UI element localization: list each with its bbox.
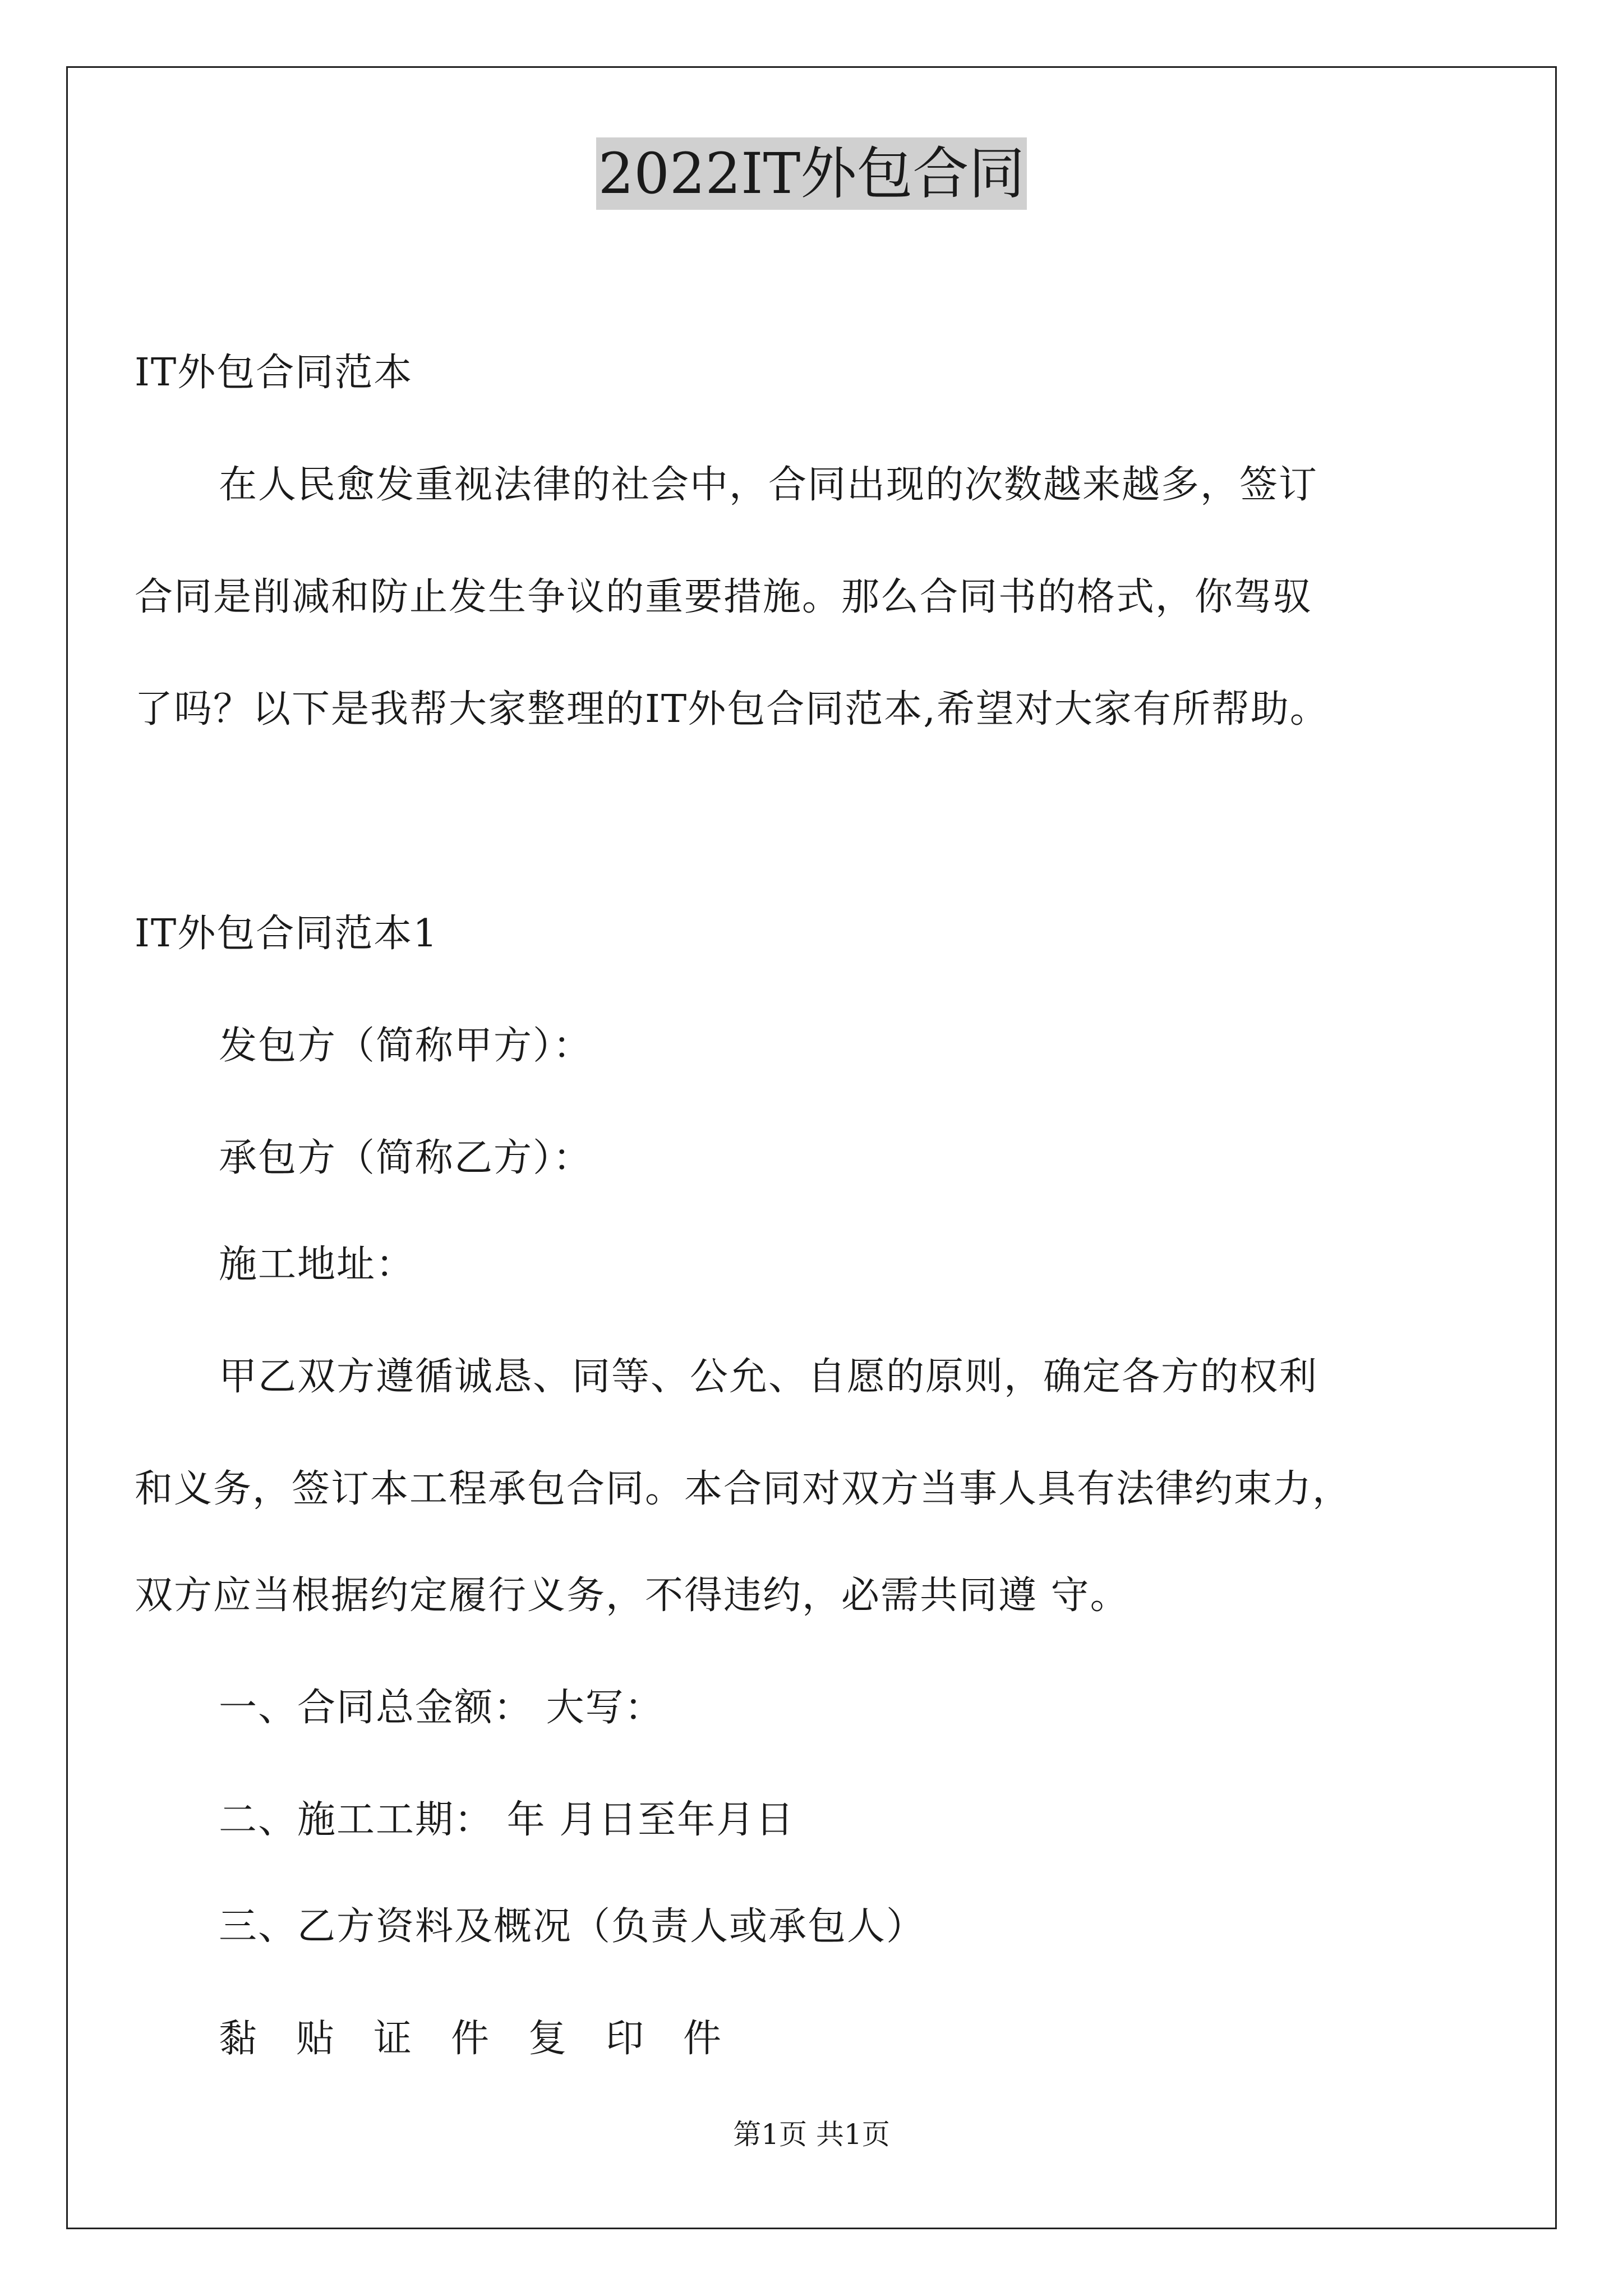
document-title: 2022IT外包合同 (0, 135, 1623, 213)
clause-period: 二、施工工期： 年 月日至年月日 (219, 1798, 795, 1842)
clause-party-info: 三、乙方资料及概况（负责人或承包人） (219, 1904, 926, 1949)
intro-line-1: 在人民愈发重视法律的社会中，合同出现的次数越来越多，签订 (219, 463, 1318, 507)
intro-line-3: 了吗？以下是我帮大家整理的IT外包合同范本,希望对大家有所帮助。 (135, 687, 1329, 731)
principle-line-3: 双方应当根据约定履行义务，不得违约，必需共同遵 守。 (135, 1573, 1129, 1618)
party-b-line: 承包方（简称乙方）： (219, 1136, 593, 1180)
address-line: 施工地址： (219, 1243, 416, 1287)
party-a-line: 发包方（简称甲方）： (219, 1024, 593, 1068)
contract-heading: IT外包合同范本1 (135, 912, 439, 956)
principle-line-1: 甲乙双方遵循诚恳、同等、公允、自愿的原则，确定各方的权利 (219, 1355, 1318, 1399)
principle-line-2: 和义务，签订本工程承包合同。本合同对双方当事人具有法律约束力， (135, 1467, 1352, 1511)
clause-amount: 一、合同总金额： 大写： (219, 1686, 664, 1730)
intro-line-2: 合同是削减和防止发生争议的重要措施。那么合同书的格式，你驾驭 (135, 575, 1313, 619)
section-heading: IT外包合同范本 (135, 351, 413, 395)
paste-note: 黏贴证件复印件 (219, 2017, 761, 2061)
page-footer: 第1页 共1页 (733, 2118, 890, 2151)
